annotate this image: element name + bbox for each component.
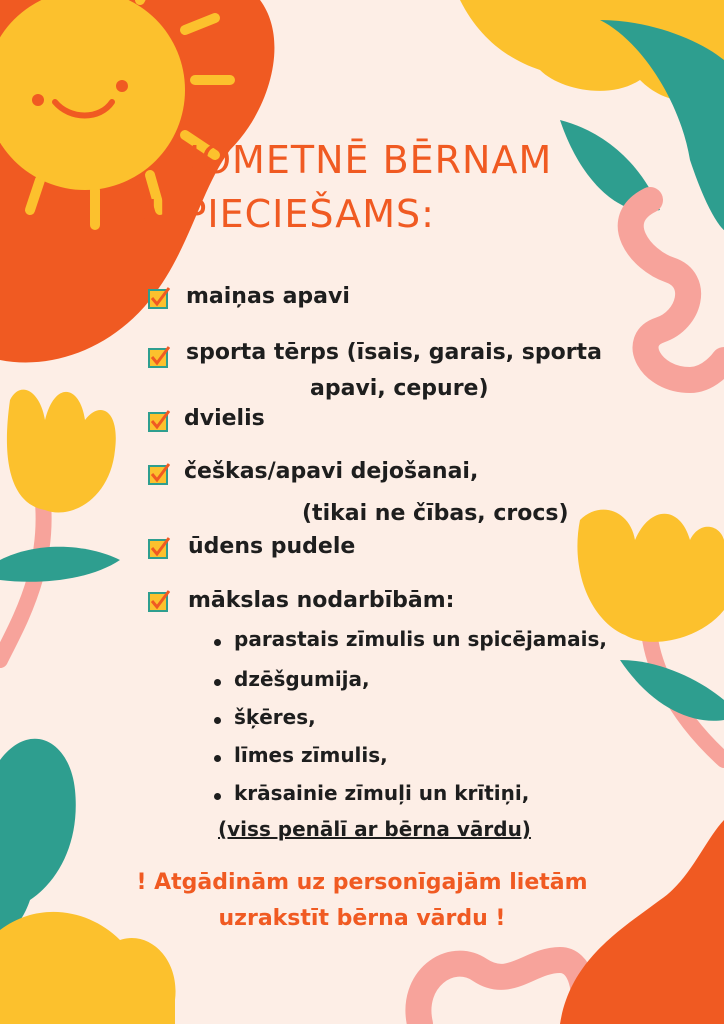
checkbox-icon <box>148 287 170 309</box>
bullet <box>214 755 221 762</box>
checklist-item-sportswear-cont: apavi, cepure) <box>310 376 489 401</box>
checklist-item-sportswear: sporta tērps (īsais, garais, sporta <box>186 340 602 365</box>
reminder-line-2: uzrakstīt bērna vārdu ! <box>218 906 506 931</box>
checklist-item-shoes: maiņas apavi <box>186 284 350 309</box>
checkbox-icon <box>148 590 170 612</box>
checklist-item-towel: dvielis <box>184 406 265 431</box>
yellow-tulip-left <box>7 390 116 513</box>
bullet <box>214 793 221 800</box>
checkbox-icon <box>148 410 170 432</box>
reminder-line-1: ! Atgādinām uz personīgajām lietām <box>136 870 588 895</box>
teal-leaf-left <box>0 547 120 582</box>
checklist-item-dance-shoes-cont: (tikai ne čības, crocs) <box>302 501 569 526</box>
page-title-line-1: NOMETNĒ BĒRNAM <box>171 138 553 182</box>
list-item: krāsainie zīmuļi un krītiņi, <box>234 781 530 805</box>
checkbox-icon <box>148 346 170 368</box>
bullet <box>214 679 221 686</box>
checklist-item-art-classes: mākslas nodarbībām: <box>188 588 455 613</box>
checklist-item-dance-shoes: češkas/apavi dejošanai, <box>184 459 479 484</box>
list-item: dzēšgumija, <box>234 667 370 691</box>
page-title-line-2: NEPIECIEŠAMS: <box>129 192 435 236</box>
pencil-case-note: (viss penālī ar bērna vārdu) <box>218 817 531 841</box>
bullet <box>214 639 221 646</box>
pink-squiggle-bottom <box>418 960 583 1024</box>
bullet <box>214 717 221 724</box>
list-item: parastais zīmulis un spicējamais, <box>234 627 607 651</box>
yellow-tulip-right <box>577 510 724 642</box>
pink-squiggle-right <box>631 200 724 380</box>
checkbox-icon <box>148 463 170 485</box>
list-item: šķēres, <box>234 705 316 729</box>
checklist-item-water-bottle: ūdens pudele <box>188 534 356 559</box>
list-item: līmes zīmulis, <box>234 743 388 767</box>
checkbox-icon <box>148 537 170 559</box>
